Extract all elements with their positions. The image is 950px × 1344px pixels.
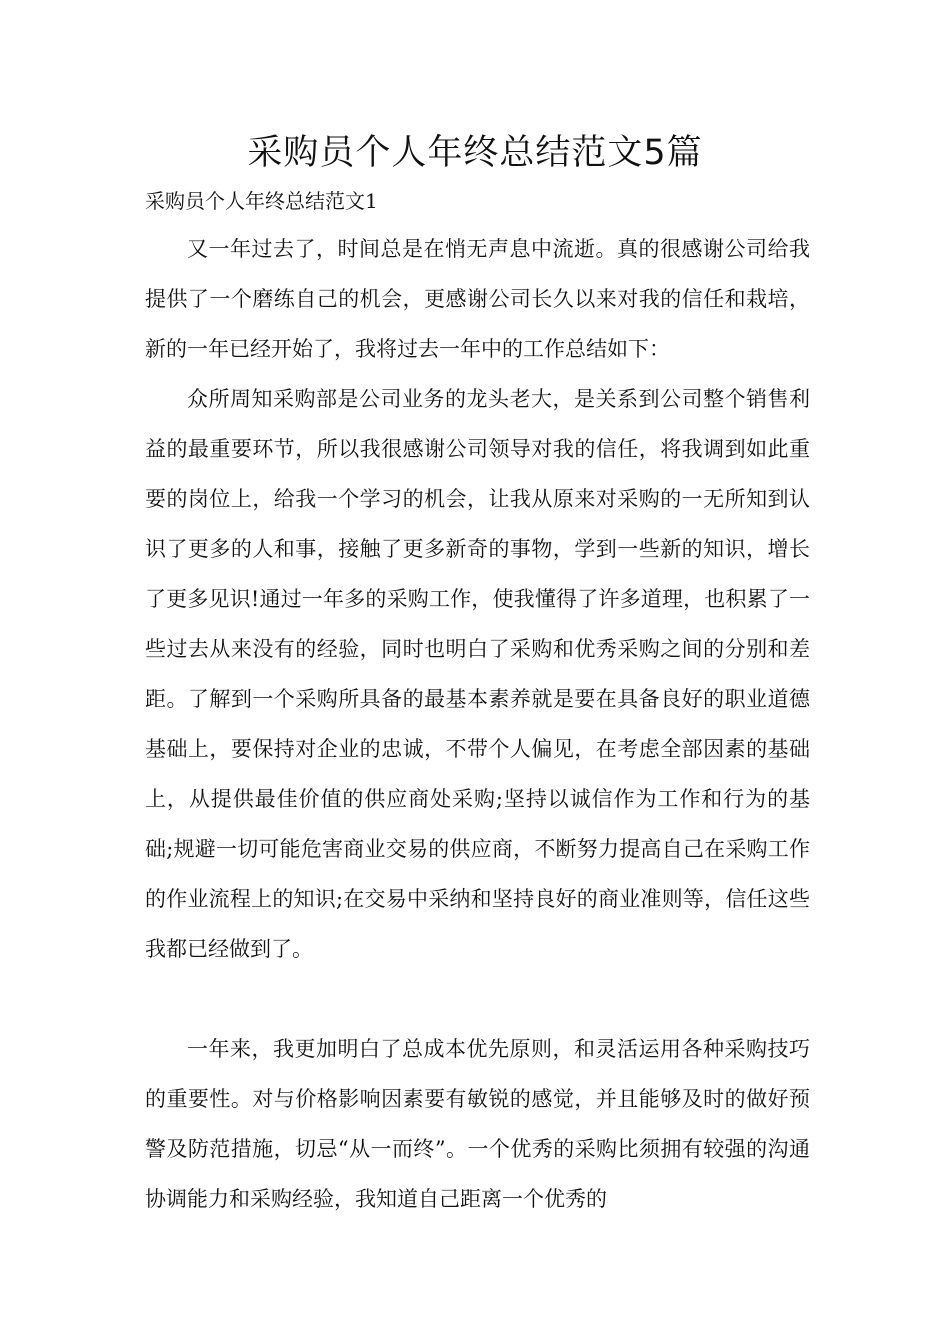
paragraph-3: 一年来，我更加明白了总成本优先原则，和灵活运用各种采购技巧的重要性。对与价格影响因素要有敏锐的感觉，并且能够及时的做好预警及防范措施，切忌“从一而终”。一个优秀的采购比须拥有较强的沟通协调能力和采购经验，我知道自己距离一个优秀的: [145, 1037, 810, 1211]
paragraph-1: 又一年过去了，时间总是在悄无声息中流逝。真的很感谢公司给我提供了一个磨练自己的机会，更感谢公司长久以来对我的信任和栽培，新的一年已经开始了，我将过去一年中的工作总结如下：: [145, 237, 810, 361]
document-title: 采购员个人年终总结范文5篇: [247, 133, 703, 173]
paragraph-2: 众所周知采购部是公司业务的龙头老大，是关系到公司整个销售利益的最重要环节，所以我很感谢公司领导对我的信任，将我调到如此重要的岗位上，给我一个学习的机会，让我从原来对采购的一无所知到认识了更多的人和事，接触了更多新奇的事物，学到一些新的知识，增长了更多见识!通过一年多的采购工作，使我懂得了许多道理，也积累了一些过去从来没有的经验，同时也明白了采购和优秀采购之间的分别和差距。了解到一个采购所具备的最基本素养就是要在具备良好的职业道德基础上，要保持对企业的忠诚，不带个人偏见，在考虑全部因素的基础上，从提供最佳价值的供应商处采购;坚持以诚信作为工作和行为的基础;规避一切可能危害商业交易的供应商，不断努力提高自己在采购工作的作业流程上的知识;在交易中采纳和坚持良好的商业准则等，信任这些我都已经做到了。: [145, 387, 810, 961]
section-heading: 采购员个人年终总结范文1: [145, 189, 378, 213]
